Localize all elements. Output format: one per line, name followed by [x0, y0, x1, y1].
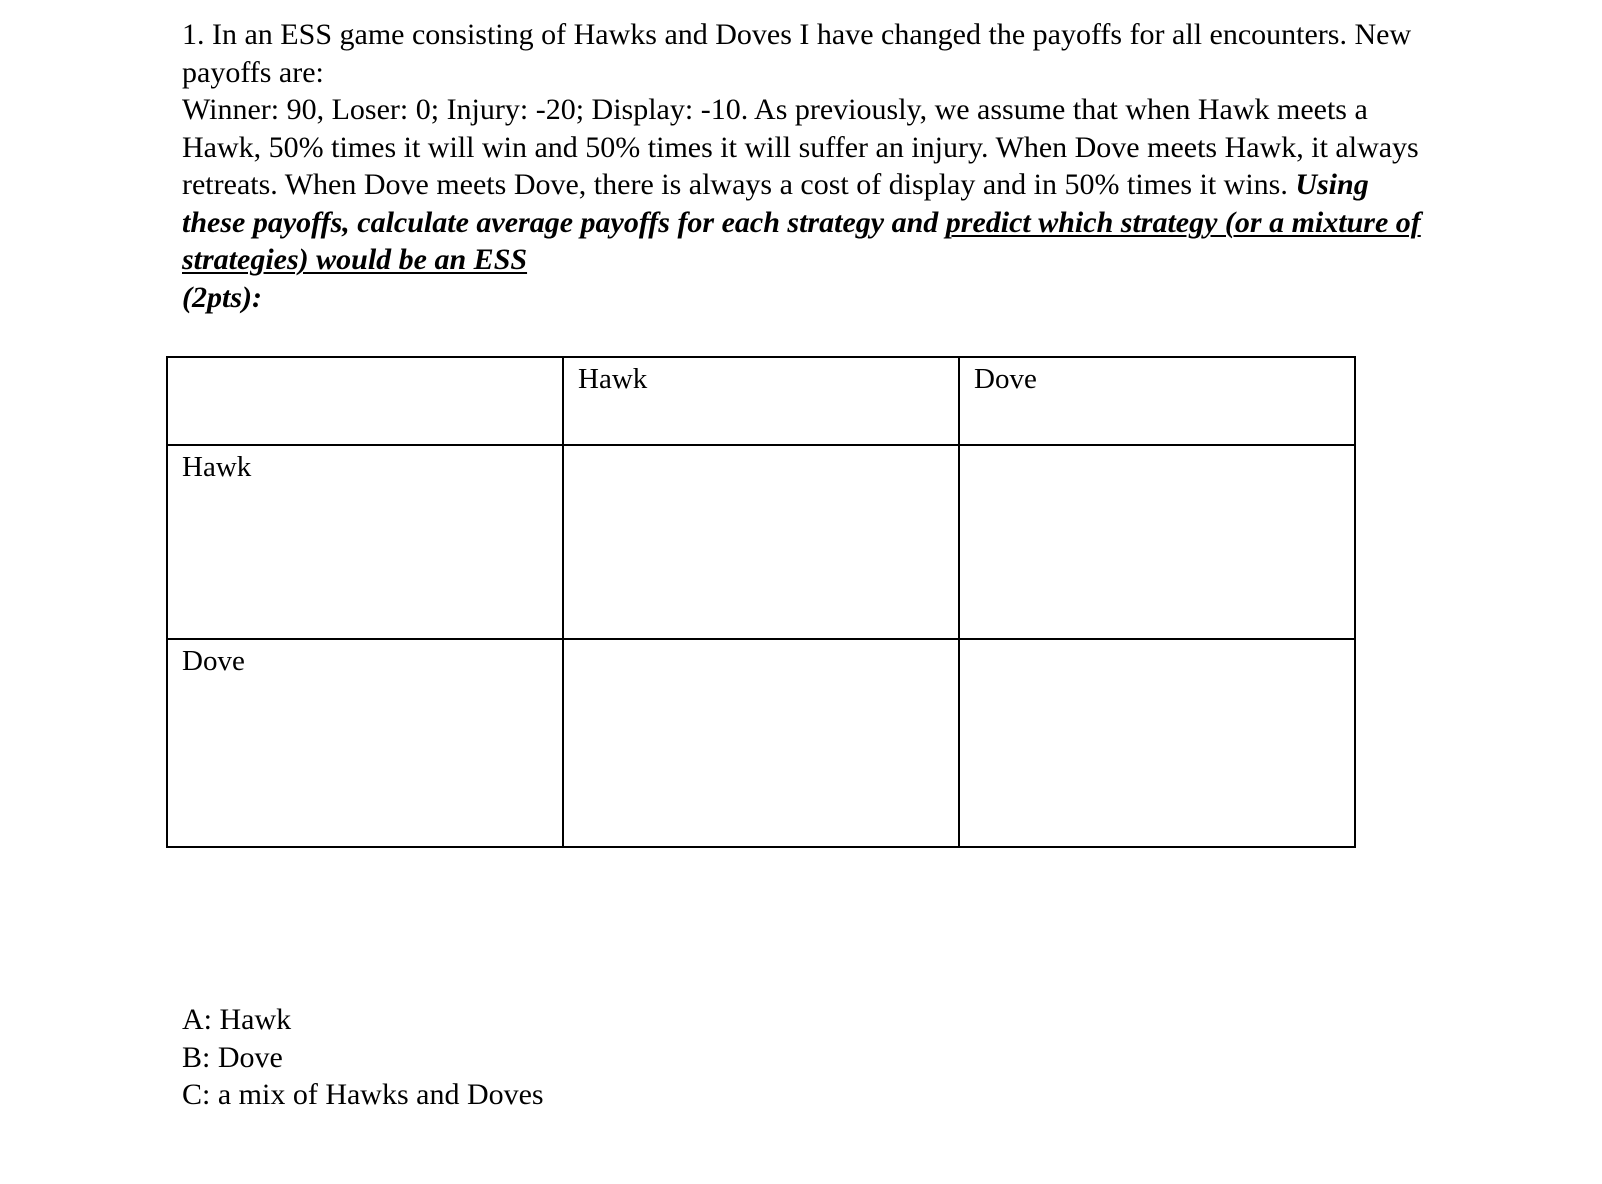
instruction-bold: Using these payoffs, calculate average payoffs for each strategy and — [182, 168, 1369, 239]
question-paragraph — [182, 16, 1432, 91]
table-row-hawk — [167, 445, 1355, 639]
header-dove: Dove — [959, 357, 1355, 445]
option-c[interactable]: C: a mix of Hawks and Doves — [182, 1078, 544, 1111]
answer-options — [182, 1001, 544, 1114]
question-text — [182, 16, 1432, 316]
cell-hawk-vs-dove[interactable] — [959, 445, 1355, 639]
cell-dove-vs-dove[interactable] — [959, 639, 1355, 847]
table-header-row — [167, 357, 1355, 445]
question-intro: In an ESS game consisting of Hawks and Doves I have changed the payoffs for all encounters. New payoffs are: — [182, 18, 1412, 89]
table-row-dove — [167, 639, 1355, 847]
question-details — [182, 91, 1432, 316]
payoffs-description: Winner: 90, Loser: 0; Injury: -20; Display: -10. As previously, we assume that when Hawk meets a Hawk, 50% times it will win and 50% times it will suffer an injury. When Dove meets Hawk, it always retreats. When Dove meets Dove, there is always a cost of display and in 50% times it wins. — [182, 93, 1419, 201]
header-hawk: Hawk — [563, 357, 959, 445]
question-number: 1. — [182, 18, 205, 51]
payoff-table — [166, 356, 1356, 848]
option-a[interactable]: A: Hawk — [182, 1003, 292, 1036]
points-label: (2pts): — [182, 280, 262, 314]
row-label-dove: Dove — [167, 639, 563, 847]
option-b[interactable]: B: Dove — [182, 1040, 283, 1074]
header-corner-cell — [167, 357, 563, 445]
cell-dove-vs-hawk[interactable] — [563, 639, 959, 847]
row-label-hawk: Hawk — [167, 445, 563, 639]
instruction-underlined: predict which strategy (or a mixture of strategies) would be an ESS — [182, 205, 1421, 276]
cell-hawk-vs-hawk[interactable] — [563, 445, 959, 639]
